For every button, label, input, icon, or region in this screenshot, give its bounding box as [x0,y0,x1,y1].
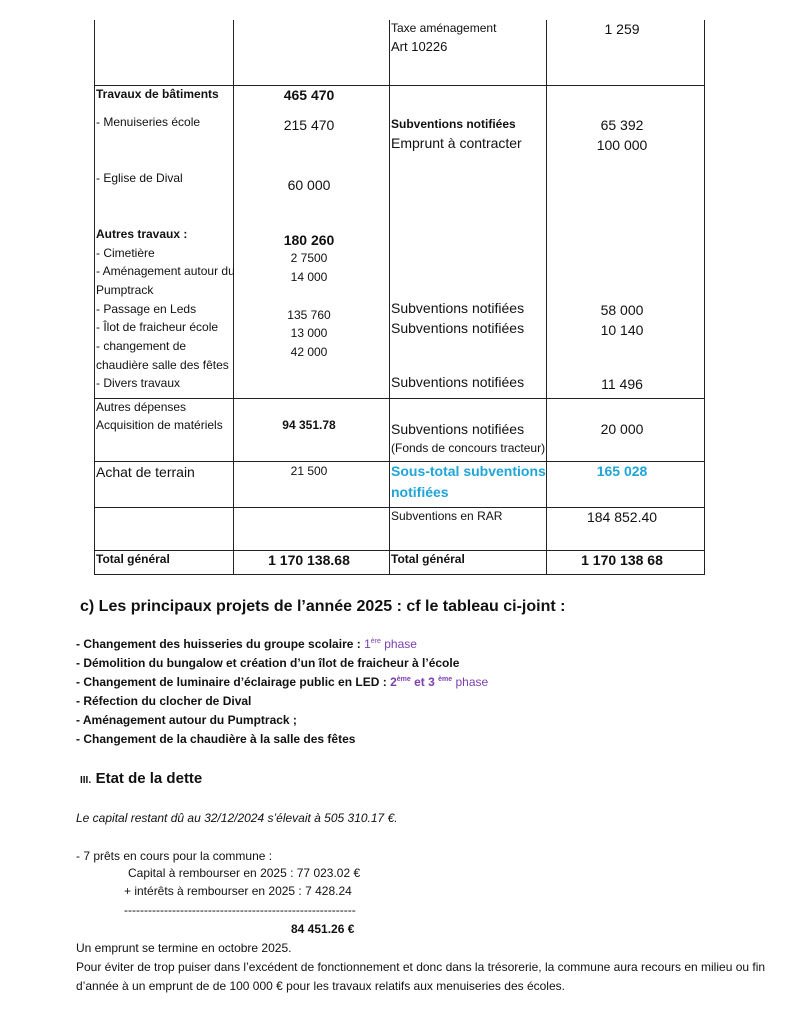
table-row-border [94,507,705,508]
list-item-text: - Changement des huisseries du groupe scolaire : [76,637,365,651]
table-cell: chaudière salle des fêtes [96,358,229,372]
table-cell: Subventions notifiées [391,117,516,131]
table-row-border [94,461,705,462]
list-item-suffix: phase [452,675,489,689]
table-cell: 10 140 [600,322,644,338]
table-cell: Subventions notifiées [391,421,525,437]
list-item [76,676,488,689]
list-item: - Changement de la chaudière à la salle des fêtes [76,732,356,746]
table-cell: Autres travaux : [96,227,188,241]
total-repayment: 84 451.26 € [291,922,355,936]
table-cell: Subventions notifiées [391,374,525,390]
table-cell: Subventions en RAR [391,509,503,523]
table-cell: 1 170 138.68 [268,552,350,568]
capital-note: Le capital restant dû au 32/12/2024 s’élevait à 505 310.17 €. [76,811,398,825]
table-cell: 180 260 [283,232,335,248]
table-row-border [94,85,705,86]
table-cell: 1 259 [604,21,640,37]
table-cell: 465 470 [283,87,335,103]
list-item-ordinal: 2 [390,675,397,689]
table-cell: Acquisition de matériels [96,418,223,432]
interest-line: + intérêts à rembourser en 2025 : 7 428.24 [124,884,352,898]
list-item-ordinal-suffix: ème [396,676,411,683]
table-cell: 58 000 [600,302,644,318]
table-cell: Subventions notifiées [391,320,525,336]
list-item-ordinal-suffix: ème [438,676,453,683]
table-cell: 14 000 [290,270,328,284]
table-row-border [94,550,705,551]
table-cell: 215 470 [283,117,335,133]
table-cell: Pumptrack [96,283,154,297]
list-item-ordinal: 1 [364,637,371,651]
list-item-suffix: phase [380,637,417,651]
table-cell: - Divers travaux [96,376,181,390]
table-cell: Achat de terrain [96,464,195,480]
table-cell: 42 000 [290,345,328,359]
table-cell: - Eglise de Dival [96,171,183,185]
paragraph: Pour éviter de trop puiser dans l’excédent de fonctionnement et donc dans la trésorerie, la commune aura recours en milieu ou fin [76,960,766,974]
table-cell: - changement de [96,339,187,353]
list-item-text: - Changement de luminaire d’éclairage public en LED : [76,675,391,689]
table-cell: Art 10226 [391,39,448,54]
table-border-col3 [389,20,390,575]
table-cell: 100 000 [596,137,648,153]
table-cell: 21 500 [290,464,328,478]
table-cell: Travaux de bâtiments [96,87,219,101]
table-cell: Subventions notifiées [391,300,525,316]
table-cell: Emprunt à contracter [391,135,522,151]
section-title: Etat de la dette [95,770,203,787]
table-cell: - Passage en Leds [96,302,197,316]
table-border-right [704,20,705,575]
table-cell: 20 000 [600,421,644,437]
paragraph: d’année à un emprunt de de 100 000 € pour les travaux relatifs aux menuiseries des écoles. [76,979,565,993]
loans-intro: - 7 prêts en cours pour la commune : [76,849,273,863]
paragraph: Un emprunt se termine en octobre 2025. [76,941,292,955]
list-item: - Réfection du clocher de Dival [76,694,252,708]
table-cell: 184 852.40 [586,509,658,525]
capital-line: Capital à rembourser en 2025 : 77 023.02 € [128,866,361,880]
table-cell: Taxe aménagement [391,21,497,35]
list-item: - Aménagement autour du Pumptrack ; [76,713,297,727]
table-border-col4 [546,20,547,575]
section-number: III. [80,775,92,786]
table-cell: Sous-total subventions [391,463,546,479]
table-cell: 135 760 [287,308,331,322]
list-item [76,638,417,651]
table-cell: - Îlot de fraicheur école [96,320,219,334]
list-item-ordinal-suffix: ère [370,638,381,645]
table-cell: notifiées [391,484,449,500]
table-cell: 13 000 [290,326,328,340]
section-3-heading [80,770,202,788]
table-cell: Total général [96,552,170,566]
table-cell: - Cimetière [96,246,155,260]
table-cell: - Aménagement autour du [96,264,235,278]
table-border-col2 [233,20,234,575]
table-row-border [94,398,705,399]
table-cell: 1 170 138 68 [581,552,663,568]
table-cell: 60 000 [287,177,331,193]
table-cell: 65 392 [600,117,644,133]
list-item: - Démolition du bungalow et création d’un îlot de fraicheur à l’école [76,656,460,670]
table-cell: - Menuiseries école [96,115,201,129]
table-row-border [94,574,705,575]
table-cell: Autres dépenses [96,400,187,414]
table-cell: 11 496 [601,376,643,392]
list-item-ordinal: et 3 [410,675,439,689]
section-c-heading: c) Les principaux projets de l’année 2025 : cf le tableau ci-joint : [80,598,566,615]
separator-line: ---------------------------------------------------------- [124,903,356,917]
table-cell: Total général [391,552,465,566]
table-cell: 2 7500 [290,251,328,265]
table-border-left [94,20,95,575]
table-cell: 94 351.78 [282,418,336,432]
table-cell: (Fonds de concours tracteur) [391,441,546,455]
table-cell: 165 028 [596,463,648,479]
